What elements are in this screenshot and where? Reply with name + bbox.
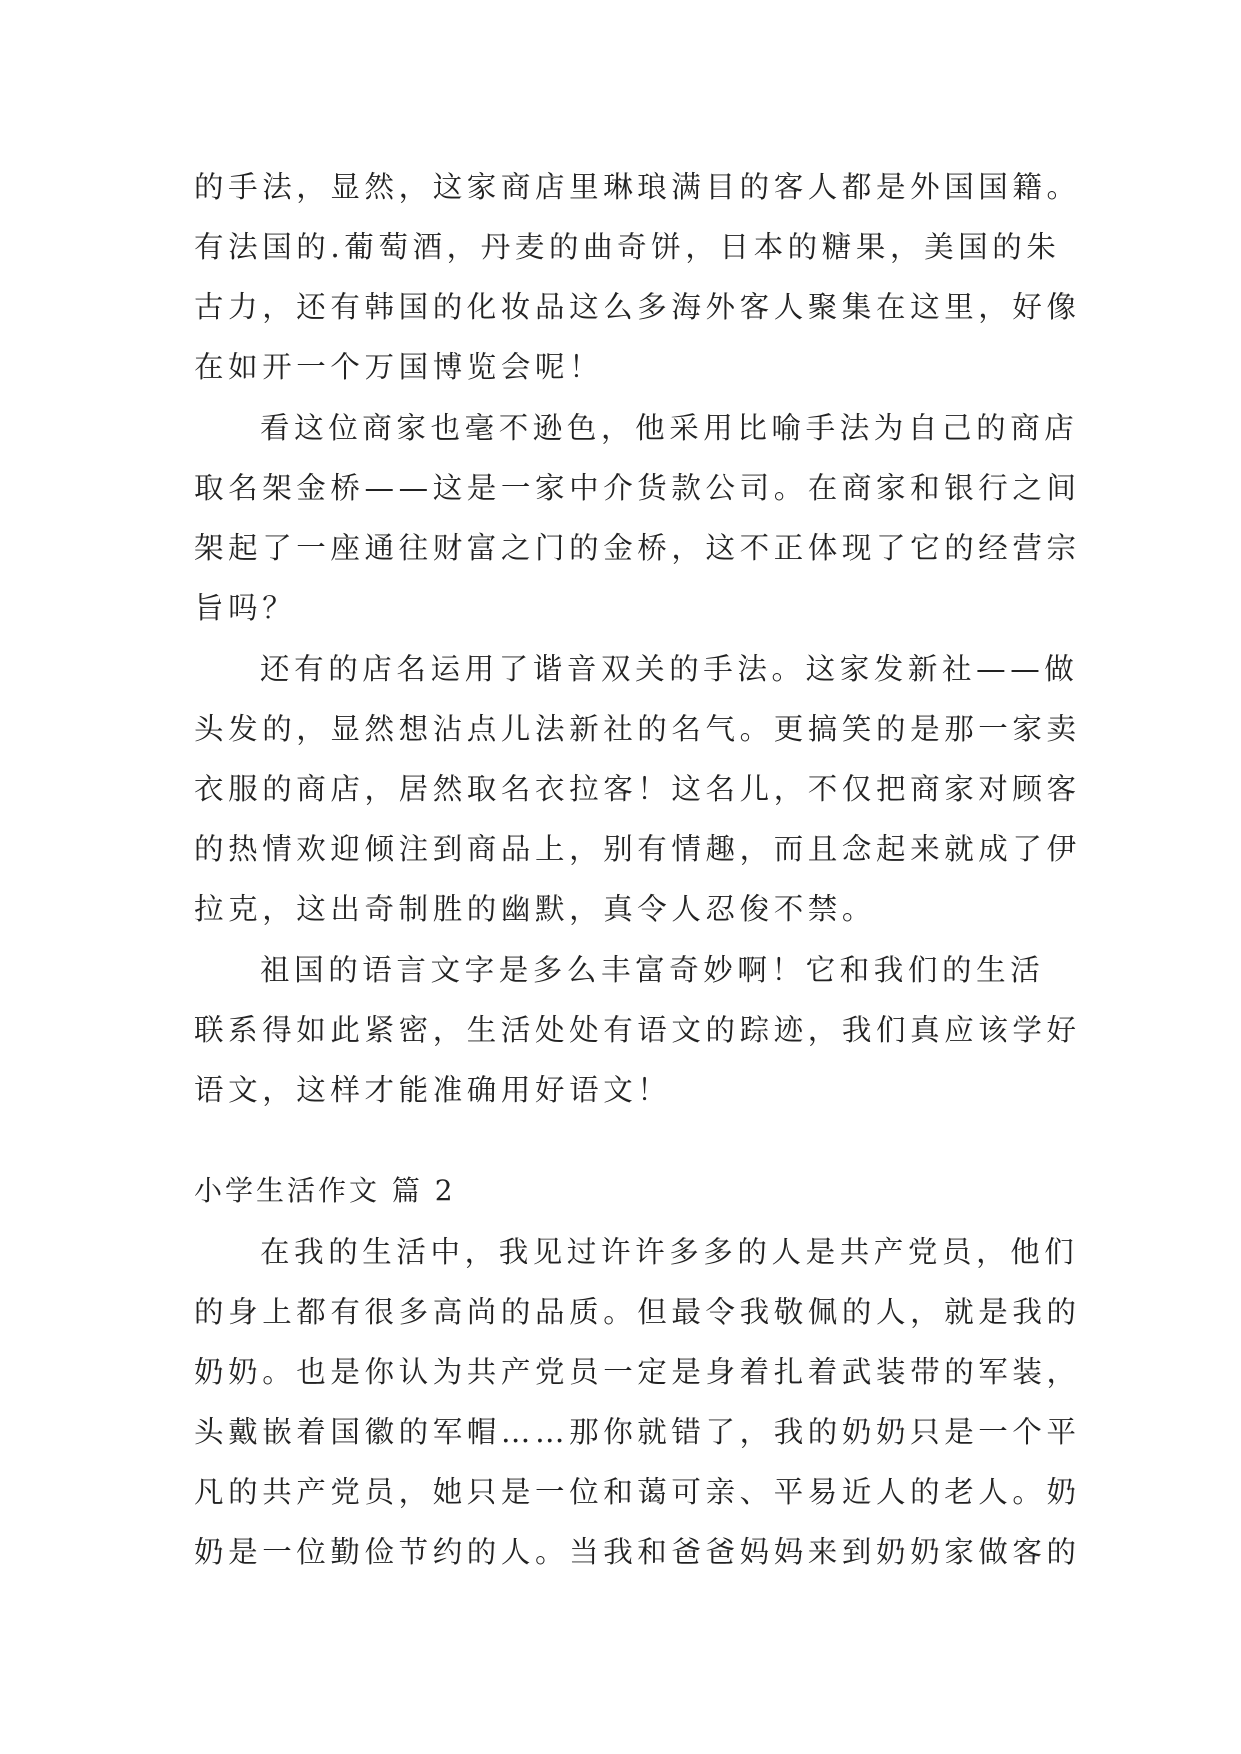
paragraph-line: 语文，这样才能准确用好语文！ — [194, 1073, 672, 1107]
paragraph-line: 在如开一个万国博览会呢！ — [194, 350, 604, 384]
paragraph-line: 衣服的商店，居然取名衣拉客！这名儿，不仅把商家对顾客 — [194, 772, 1081, 806]
paragraph-line: 凡的共产党员，她只是一位和蔼可亲、平易近人的老人。奶 — [194, 1475, 1081, 1509]
paragraph-line: 有法国的.葡萄酒，丹麦的曲奇饼，日本的糖果，美国的朱 — [194, 230, 1061, 264]
paragraph-line: 奶是一位勤俭节约的人。当我和爸爸妈妈来到奶奶家做客的 — [194, 1535, 1081, 1569]
paragraph-line: 的手法，显然，这家商店里琳琅满目的客人都是外国国籍。 — [194, 170, 1081, 204]
paragraph-line: 拉克，这出奇制胜的幽默，真令人忍俊不禁。 — [194, 892, 877, 926]
paragraph-line: 联系得如此紧密，生活处处有语文的踪迹，我们真应该学好 — [194, 1013, 1081, 1047]
paragraph-line: 头戴嵌着国徽的军帽……那你就错了，我的奶奶只是一个平 — [194, 1415, 1081, 1449]
section-heading: 小学生活作文 篇 2 — [194, 1174, 456, 1207]
paragraph-line: 古力，还有韩国的化妆品这么多海外客人聚集在这里，好像 — [194, 290, 1081, 324]
paragraph-line: 的热情欢迎倾注到商品上，别有情趣，而且念起来就成了伊 — [194, 832, 1081, 866]
paragraph-line: 头发的，显然想沾点儿法新社的名气。更搞笑的是那一家卖 — [194, 712, 1081, 746]
paragraph-line: 奶奶。也是你认为共产党员一定是身着扎着武装带的军装， — [194, 1355, 1081, 1389]
paragraph-line: 看这位商家也毫不逊色，他采用比喻手法为自己的商店 — [260, 411, 1079, 445]
paragraph-line: 架起了一座通往财富之门的金桥，这不正体现了它的经营宗 — [194, 531, 1081, 565]
paragraph-line: 祖国的语言文字是多么丰富奇妙啊！它和我们的生活 — [260, 953, 1045, 987]
paragraph-line: 在我的生活中，我见过许许多多的人是共产党员，他们 — [260, 1235, 1079, 1269]
paragraph-line: 旨吗？ — [194, 591, 297, 625]
paragraph-line: 的身上都有很多高尚的品质。但最令我敬佩的人，就是我的 — [194, 1295, 1081, 1329]
paragraph-line: 还有的店名运用了谐音双关的手法。这家发新社——做 — [260, 652, 1079, 686]
paragraph-line: 取名架金桥——这是一家中介货款公司。在商家和银行之间 — [194, 471, 1081, 505]
